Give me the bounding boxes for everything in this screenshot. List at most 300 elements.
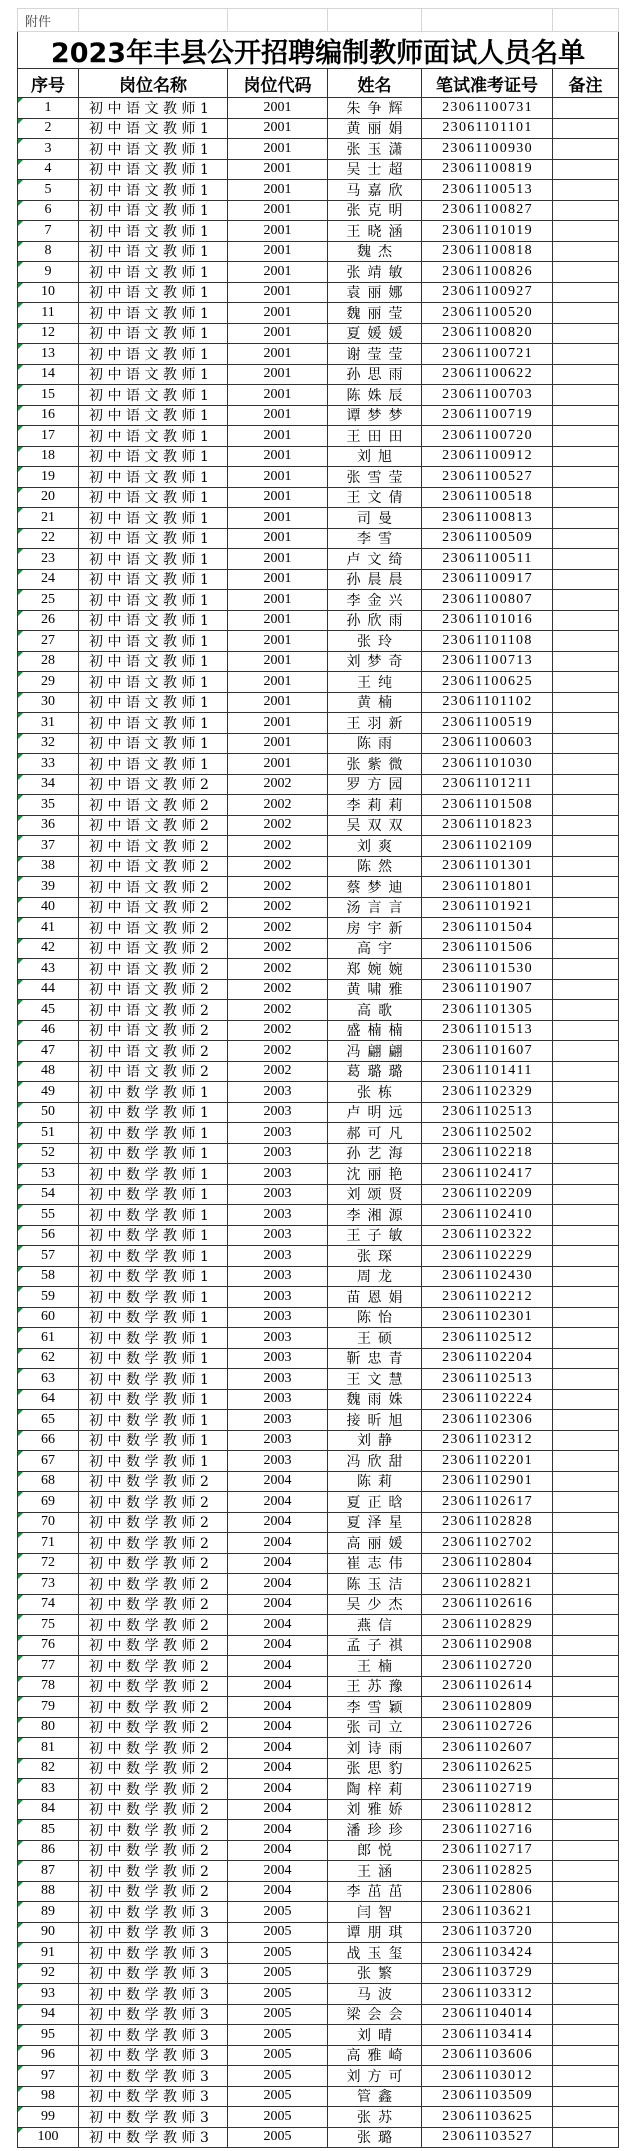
name-text: 李茁茁: [346, 1884, 410, 1901]
table-row: [17, 385, 619, 406]
name-text: 王羽新: [346, 715, 410, 732]
seq-text: 26: [41, 612, 55, 628]
cell-remark: [553, 1082, 619, 1103]
cell-pos: [79, 1267, 228, 1288]
cell-remark: [553, 1984, 619, 2005]
error-indicator-icon: [18, 1902, 23, 1907]
seq-text: 12: [41, 325, 55, 341]
cell-name: [328, 1861, 422, 1882]
exam-text: 23061100513: [442, 181, 533, 197]
seq-text: 33: [41, 755, 55, 771]
seq-text: 63: [41, 1370, 55, 1386]
cell-pos: [79, 652, 228, 673]
cell-name: [328, 1082, 422, 1103]
cell-seq: [17, 1123, 79, 1144]
cell-code: [228, 160, 328, 181]
name-text: 蔡梦迪: [346, 879, 410, 896]
error-indicator-icon: [18, 1410, 23, 1415]
exam-text: 23061101801: [442, 878, 533, 894]
cell-name: [328, 1103, 422, 1124]
table-row: [17, 1636, 619, 1657]
error-indicator-icon: [18, 119, 23, 124]
name-text: 夏媛媛: [346, 326, 410, 343]
exam-text: 23061102716: [442, 1821, 533, 1837]
exam-text: 23061102901: [442, 1473, 533, 1489]
cell-code: [228, 385, 328, 406]
pos-text: 初中语文教师2: [89, 797, 214, 814]
cell-exam: [422, 1369, 553, 1390]
cell-seq: [17, 426, 79, 447]
cell-exam: [422, 1841, 553, 1862]
pos-text: 初中数学教师1: [89, 1433, 214, 1450]
seq-text: 1: [44, 99, 52, 115]
exam-text: 23061100603: [442, 735, 533, 751]
cell-pos: [79, 406, 228, 427]
cell-seq: [17, 980, 79, 1001]
cell-pos: [79, 160, 228, 181]
pos-text: 初中数学教师2: [89, 1556, 214, 1573]
seq-text: 15: [41, 386, 55, 402]
name-text: 夏正晗: [346, 1494, 410, 1511]
cell-name: [328, 406, 422, 427]
cell-seq: [17, 816, 79, 837]
table-row: [17, 283, 619, 304]
error-indicator-icon: [18, 2025, 23, 2030]
table-row: [17, 795, 619, 816]
table-row: [17, 693, 619, 714]
cell-exam: [422, 1451, 553, 1472]
cell-name: [328, 1062, 422, 1083]
exam-text: 23061101305: [442, 1001, 533, 1017]
cell-seq: [17, 1902, 79, 1923]
cell-code: [228, 262, 328, 283]
cell-remark: [553, 836, 619, 857]
name-text: 魏雨姝: [346, 1392, 410, 1409]
cell-remark: [553, 1677, 619, 1698]
seq-text: 97: [41, 2067, 55, 2083]
name-text: 燕信: [357, 1617, 399, 1634]
pos-text: 初中数学教师1: [89, 1146, 214, 1163]
cell-name: [328, 857, 422, 878]
cell-name: [328, 775, 422, 796]
cell-pos: [79, 1636, 228, 1657]
cell-remark: [553, 1021, 619, 1042]
cell-name: [328, 1308, 422, 1329]
cell-code: [228, 1800, 328, 1821]
cell-name: [328, 1923, 422, 1944]
code-text: 2005: [263, 1985, 292, 2001]
exam-text: 23061101101: [442, 120, 533, 136]
cell-exam: [422, 426, 553, 447]
exam-text: 23061100819: [442, 161, 533, 177]
table-row: [17, 1656, 619, 1677]
pos-text: 初中数学教师1: [89, 1084, 214, 1101]
cell-exam: [422, 1062, 553, 1083]
error-indicator-icon: [18, 1636, 23, 1641]
code-text: 2005: [263, 2047, 292, 2063]
error-indicator-icon: [18, 1349, 23, 1354]
cell-pos: [79, 918, 228, 939]
cell-name: [328, 1451, 422, 1472]
exam-text: 23061102204: [442, 1350, 533, 1366]
cell-remark: [553, 713, 619, 734]
table-row: [17, 2087, 619, 2108]
cell-exam: [422, 734, 553, 755]
exam-text: 23061102322: [442, 1227, 533, 1243]
cell-name: [328, 795, 422, 816]
cell-seq: [17, 119, 79, 140]
code-text: 2005: [263, 2108, 292, 2124]
cell-remark: [553, 1595, 619, 1616]
code-text: 2004: [263, 1575, 292, 1591]
seq-text: 94: [41, 2006, 55, 2022]
cell-exam: [422, 918, 553, 939]
cell-exam: [422, 406, 553, 427]
cell-pos: [79, 713, 228, 734]
cell-seq: [17, 1984, 79, 2005]
seq-text: 24: [41, 571, 55, 587]
cell-remark: [553, 652, 619, 673]
cell-exam: [422, 1902, 553, 1923]
error-indicator-icon: [18, 1328, 23, 1333]
cell-remark: [553, 344, 619, 365]
cell-seq: [17, 939, 79, 960]
pos-text: 初中数学教师1: [89, 1310, 214, 1327]
seq-text: 53: [41, 1165, 55, 1181]
exam-text: 23061102625: [442, 1760, 533, 1776]
table-row: [17, 2025, 619, 2046]
name-text: 李雪: [357, 531, 399, 548]
cell-name: [328, 631, 422, 652]
cell-code: [228, 344, 328, 365]
cell-remark: [553, 467, 619, 488]
error-indicator-icon: [18, 1369, 23, 1374]
name-text: 孙欣雨: [346, 613, 410, 630]
cell-exam: [422, 1492, 553, 1513]
cell-exam: [422, 857, 553, 878]
code-text: 2003: [263, 1411, 292, 1427]
name-text: 张玉潇: [346, 141, 410, 158]
cell-exam: [422, 2087, 553, 2108]
cell-pos: [79, 1185, 228, 1206]
table-row: [17, 816, 619, 837]
cell-seq: [17, 1615, 79, 1636]
name-text: 王文慧: [346, 1371, 410, 1388]
cell-pos: [79, 1123, 228, 1144]
cell-seq: [17, 1513, 79, 1534]
cell-seq: [17, 631, 79, 652]
cell-seq: [17, 2066, 79, 2087]
code-text: 2001: [263, 284, 292, 300]
cell-name: [328, 488, 422, 509]
cell-exam: [422, 652, 553, 673]
cell-name: [328, 119, 422, 140]
table-row: [17, 406, 619, 427]
cell-code: [228, 1861, 328, 1882]
error-indicator-icon: [18, 775, 23, 780]
error-indicator-icon: [18, 426, 23, 431]
cell-code: [228, 139, 328, 160]
cell-pos: [79, 1779, 228, 1800]
cell-remark: [553, 2087, 619, 2108]
table-row: [17, 467, 619, 488]
cell-name: [328, 344, 422, 365]
cell-seq: [17, 836, 79, 857]
cell-seq: [17, 1595, 79, 1616]
code-text: 2004: [263, 1555, 292, 1571]
pos-text: 初中数学教师1: [89, 1125, 214, 1142]
cell-exam: [422, 1718, 553, 1739]
cell-code: [228, 980, 328, 1001]
code-text: 2002: [263, 1063, 292, 1079]
error-indicator-icon: [18, 611, 23, 616]
table-row: [17, 652, 619, 673]
cell-remark: [553, 1144, 619, 1165]
cell-pos: [79, 119, 228, 140]
attachment-label: 附件: [17, 8, 79, 32]
cell-seq: [17, 1841, 79, 1862]
pos-text: 初中语文教师1: [89, 572, 214, 589]
error-indicator-icon: [18, 2107, 23, 2112]
pos-text: 初中语文教师1: [89, 736, 214, 753]
pos-text: 初中数学教师3: [89, 1945, 214, 1962]
code-text: 2003: [263, 1370, 292, 1386]
cell-pos: [79, 1451, 228, 1472]
cell-pos: [79, 1861, 228, 1882]
cell-pos: [79, 1390, 228, 1411]
code-text: 2001: [263, 222, 292, 238]
code-text: 2001: [263, 612, 292, 628]
name-text: 王涵: [357, 1863, 399, 1880]
seq-text: 80: [41, 1719, 55, 1735]
seq-text: 89: [41, 1903, 55, 1919]
cell-code: [228, 467, 328, 488]
name-text: 闫智: [357, 1904, 399, 1921]
cell-exam: [422, 324, 553, 345]
error-indicator-icon: [18, 1656, 23, 1661]
cell-exam: [422, 1144, 553, 1165]
column-header-exam-number: 笔试准考证号: [422, 68, 553, 98]
name-text: 梁会会: [346, 2007, 410, 2024]
name-text: 张璐: [357, 2130, 399, 2147]
cell-code: [228, 365, 328, 386]
cell-remark: [553, 119, 619, 140]
cell-seq: [17, 2046, 79, 2067]
cell-exam: [422, 754, 553, 775]
table-row: [17, 242, 619, 263]
error-indicator-icon: [18, 1062, 23, 1067]
cell-exam: [422, 508, 553, 529]
cell-remark: [553, 1759, 619, 1780]
table-row: [17, 1677, 619, 1698]
code-text: 2001: [263, 202, 292, 218]
pos-text: 初中数学教师3: [89, 2109, 214, 2126]
code-text: 2002: [263, 837, 292, 853]
exam-text: 23061100818: [442, 243, 533, 259]
pos-text: 初中数学教师3: [89, 2027, 214, 2044]
name-text: 沈丽艳: [346, 1166, 410, 1183]
seq-text: 18: [41, 448, 55, 464]
error-indicator-icon: [18, 180, 23, 185]
table-row: [17, 1513, 619, 1534]
cell-name: [328, 1697, 422, 1718]
pos-text: 初中语文教师1: [89, 551, 214, 568]
pos-text: 初中数学教师3: [89, 2048, 214, 2065]
cell-pos: [79, 2025, 228, 2046]
pos-text: 初中数学教师2: [89, 1515, 214, 1532]
cell-name: [328, 816, 422, 837]
code-text: 2001: [263, 632, 292, 648]
exam-text: 23061101301: [442, 858, 533, 874]
seq-text: 3: [44, 140, 52, 156]
cell-name: [328, 365, 422, 386]
cell-seq: [17, 262, 79, 283]
seq-text: 65: [41, 1411, 55, 1427]
column-header-seq: 序号: [17, 68, 79, 98]
seq-text: 30: [41, 694, 55, 710]
pos-text: 初中数学教师2: [89, 1658, 214, 1675]
pos-text: 初中语文教师1: [89, 346, 214, 363]
name-text: 刘静: [357, 1433, 399, 1450]
cell-seq: [17, 590, 79, 611]
seq-text: 62: [41, 1350, 55, 1366]
table-row: [17, 1615, 619, 1636]
cell-seq: [17, 549, 79, 570]
cell-remark: [553, 160, 619, 181]
cell-pos: [79, 1595, 228, 1616]
code-text: 2002: [263, 796, 292, 812]
cell-seq: [17, 1185, 79, 1206]
code-text: 2004: [263, 1616, 292, 1632]
error-indicator-icon: [18, 672, 23, 677]
cell-seq: [17, 324, 79, 345]
seq-text: 50: [41, 1104, 55, 1120]
exam-text: 23061103606: [442, 2047, 533, 2063]
cell-seq: [17, 1144, 79, 1165]
empty-cell: [79, 8, 228, 32]
cell-code: [228, 1759, 328, 1780]
cell-exam: [422, 1820, 553, 1841]
table-row: [17, 303, 619, 324]
table-row: [17, 1984, 619, 2005]
code-text: 2001: [263, 714, 292, 730]
error-indicator-icon: [18, 939, 23, 944]
cell-remark: [553, 1513, 619, 1534]
cell-pos: [79, 529, 228, 550]
name-text: 谭朋琪: [346, 1925, 410, 1942]
cell-pos: [79, 324, 228, 345]
cell-remark: [553, 1103, 619, 1124]
table-row: [17, 1185, 619, 1206]
pos-text: 初中语文教师1: [89, 367, 214, 384]
table-row: [17, 2066, 619, 2087]
exam-text: 23061102301: [442, 1309, 533, 1325]
pos-text: 初中语文教师2: [89, 941, 214, 958]
name-text: 王苏豫: [346, 1679, 410, 1696]
cell-pos: [79, 611, 228, 632]
cell-exam: [422, 611, 553, 632]
exam-text: 23061102430: [442, 1268, 533, 1284]
cell-name: [328, 898, 422, 919]
table-row: [17, 713, 619, 734]
name-text: 张靖敏: [346, 264, 410, 281]
seq-text: 52: [41, 1145, 55, 1161]
cell-remark: [553, 898, 619, 919]
table-row: [17, 1964, 619, 1985]
cell-name: [328, 385, 422, 406]
cell-name: [328, 1820, 422, 1841]
error-indicator-icon: [18, 1943, 23, 1948]
cell-code: [228, 1636, 328, 1657]
cell-exam: [422, 713, 553, 734]
cell-code: [228, 488, 328, 509]
cell-pos: [79, 447, 228, 468]
cell-exam: [422, 385, 553, 406]
cell-pos: [79, 1410, 228, 1431]
exam-text: 23061102717: [442, 1842, 533, 1858]
cell-exam: [422, 1082, 553, 1103]
cell-seq: [17, 1472, 79, 1493]
cell-name: [328, 1041, 422, 1062]
table-row: [17, 1574, 619, 1595]
table-row: [17, 1103, 619, 1124]
cell-seq: [17, 467, 79, 488]
exam-text: 23061100519: [442, 714, 533, 730]
cell-name: [328, 242, 422, 263]
exam-text: 23061100625: [442, 673, 533, 689]
code-text: 2001: [263, 468, 292, 484]
cell-seq: [17, 1677, 79, 1698]
table-row: [17, 1492, 619, 1513]
cell-pos: [79, 1759, 228, 1780]
cell-code: [228, 549, 328, 570]
cell-remark: [553, 1410, 619, 1431]
name-text: 黄楠: [357, 695, 399, 712]
cell-code: [228, 406, 328, 427]
cell-remark: [553, 918, 619, 939]
name-text: 郑婉婉: [346, 961, 410, 978]
cell-seq: [17, 447, 79, 468]
seq-text: 73: [41, 1575, 55, 1591]
cell-name: [328, 2107, 422, 2128]
exam-text: 23061102513: [442, 1104, 533, 1120]
cell-remark: [553, 857, 619, 878]
seq-text: 71: [41, 1534, 55, 1550]
cell-exam: [422, 2025, 553, 2046]
cell-name: [328, 1554, 422, 1575]
error-indicator-icon: [18, 1472, 23, 1477]
name-text: 黄啸雅: [346, 982, 410, 999]
seq-text: 14: [41, 366, 55, 382]
seq-text: 2: [44, 120, 52, 136]
code-text: 2004: [263, 1719, 292, 1735]
exam-text: 23061102209: [442, 1186, 533, 1202]
seq-text: 76: [41, 1637, 55, 1653]
seq-text: 16: [41, 407, 55, 423]
table-row: [17, 1902, 619, 1923]
code-text: 2003: [263, 1350, 292, 1366]
cell-pos: [79, 816, 228, 837]
cell-code: [228, 959, 328, 980]
cell-pos: [79, 1164, 228, 1185]
cell-seq: [17, 344, 79, 365]
error-indicator-icon: [18, 877, 23, 882]
error-indicator-icon: [18, 324, 23, 329]
name-text: 张紫微: [346, 756, 410, 773]
cell-remark: [553, 406, 619, 427]
pos-text: 初中数学教师1: [89, 1187, 214, 1204]
table-row: [17, 754, 619, 775]
